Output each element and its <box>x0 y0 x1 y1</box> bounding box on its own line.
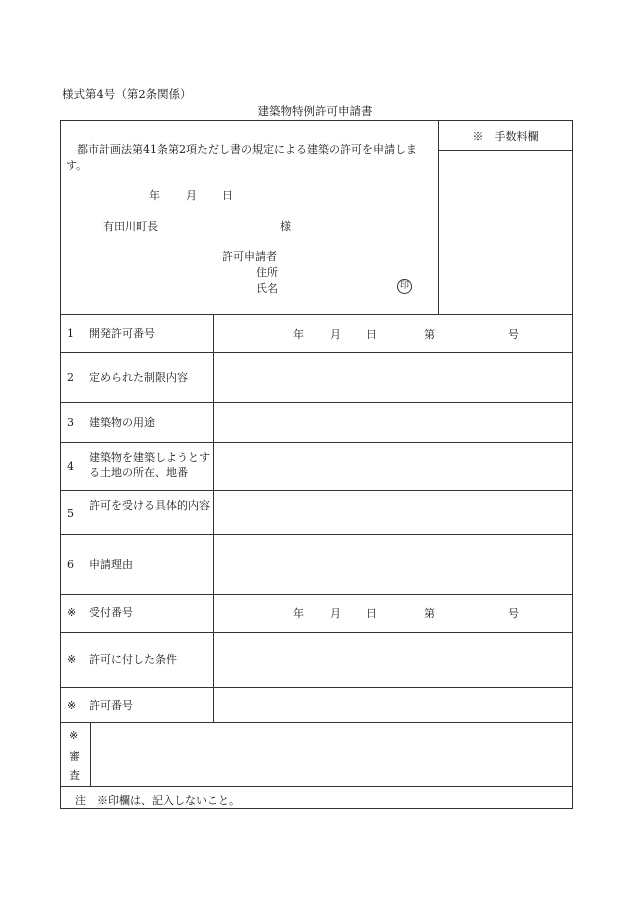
row-6: 6 申請理由 <box>67 558 133 571</box>
row-4-num: 4 <box>67 460 74 473</box>
application-body: 都市計画法第41条第2項ただし書の規定による建築の許可を申請します。 <box>66 143 417 172</box>
honorific: 様 <box>280 220 291 233</box>
applicant-label: 許可申請者 <box>222 250 277 263</box>
footnote: 注 ※印欄は、記入しないこと。 <box>75 794 240 807</box>
name-label: 氏名 <box>256 282 278 295</box>
addressee: 有田川町長 <box>103 220 158 233</box>
row-3: 3 建築物の用途 <box>67 416 155 429</box>
row-permit-number: ※ 許可番号 <box>67 699 133 712</box>
row-5-label: 許可を受ける具体的内容 <box>89 499 210 512</box>
row-5-num: 5 <box>67 507 74 520</box>
row-2: 2 定められた制限内容 <box>67 371 188 384</box>
row-conditions: ※ 許可に付した条件 <box>67 653 177 666</box>
row-receipt: ※ 受付番号 <box>67 606 133 619</box>
address-label: 住所 <box>256 266 278 279</box>
fee-column-area <box>439 151 572 314</box>
seal-mark: 印 <box>397 279 412 294</box>
row-1: 1 開発許可番号 <box>67 327 155 340</box>
form-title: 建築物特例許可申請書 <box>257 104 373 118</box>
form-number: 様式第4号（第2条関係） <box>62 87 192 101</box>
row-4-label: 建築物を建築しようとする土地の所在、地番 <box>89 451 210 479</box>
fee-column-header: ※ 手数料欄 <box>472 130 539 143</box>
